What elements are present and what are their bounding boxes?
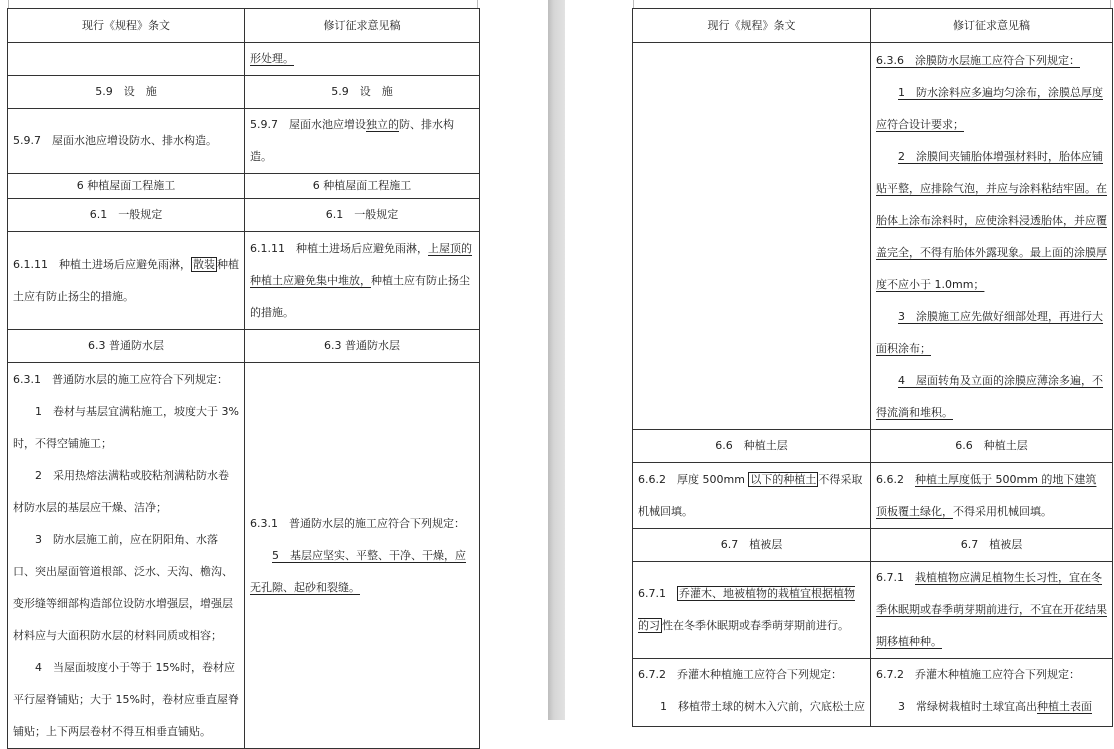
revised-underlined: 5 基层应坚实、平整、干净、干燥，应无孔隙、起砂和裂缝。 [250, 548, 466, 594]
revised-underlined: 栽植植物应满足植物生长习性，宜在冬季休眠期或春季萌芽期前进行， [876, 571, 1102, 616]
document-page-left [0, 0, 548, 738]
table-row [633, 463, 1113, 529]
section-heading: 6.1 一般规定 [8, 199, 245, 232]
comparison-table-right [632, 8, 1113, 727]
cell-revised: 5.9.7 屋面水池应增设独立的防、排水构造。 [245, 109, 480, 174]
table-row [8, 232, 480, 330]
table-row [8, 109, 480, 174]
section-heading: 6.3 普通防水层 [8, 330, 245, 363]
section-row [8, 330, 480, 363]
cell-revised: 6.7.2 乔灌木种植施工应符合下列规定： 3 常绿树栽植时土球宜高出种植土表面 [871, 659, 1113, 727]
document-page-right [565, 0, 1114, 720]
section-row [8, 199, 480, 232]
section-heading: 6.6 种植土层 [871, 430, 1113, 463]
table-row [633, 43, 1113, 430]
table-row [8, 363, 480, 749]
revised-underlined: 不宜在开花结果期移植种种。 [876, 603, 1107, 648]
section-heading: 6.6 种植土层 [633, 430, 871, 463]
section-heading: 5.9 设 施 [8, 76, 245, 109]
cell-current: 6.6.2 厚度 500mm 以下的种植土 不得采取机械回填。 [633, 463, 871, 529]
revised-underlined: 种植土厚度低于 500mm 的地下建筑顶板覆土绿化， [876, 472, 1097, 518]
revised-underlined: 独立的 [366, 118, 399, 131]
cell-revised: 6.1.11 种植土进场后应避免雨淋，上屋顶的种植土应避免集中堆放，种植土应有防止扬尘的措施。 [245, 232, 480, 330]
cell-current: 6.1.11 种植土进场后应避免雨淋， 散装 种植土应有防止扬尘的措施。 [8, 232, 245, 330]
revised-underlined: 种植土表面 [1037, 700, 1092, 713]
header-current-text: 现行《规程》条文 [633, 9, 871, 43]
cell-current: 5.9.7 屋面水池应增设防水、排水构造。 [8, 109, 245, 174]
page-top-edge [633, 0, 1111, 8]
cell-revised: 6.7.1 栽植植物应满足植物生长习性，宜在冬季休眠期或春季萌芽期前进行，不宜在开花结果期移植种种。 [871, 562, 1113, 659]
table-header-row [8, 9, 480, 43]
header-current-text: 现行《规程》条文 [8, 9, 245, 43]
section-row [633, 430, 1113, 463]
cell-revised: 6.6.2 种植土厚度低于 500mm 的地下建筑顶板覆土绿化，不得采用机械回填。 [871, 463, 1113, 529]
table-row [633, 659, 1113, 727]
table-header-row [633, 9, 1113, 43]
revised-underlined: 6.3.6 涂膜防水层施工应符合下列规定： [876, 54, 1080, 67]
cell-current: 6.7.2 乔灌木种植施工应符合下列规定： 1 移植带土球的树木入穴前，穴底松土应 [633, 659, 871, 727]
page-gutter [548, 0, 565, 720]
section-heading: 5.9 设 施 [245, 76, 480, 109]
revised-underlined: 形处理。 [250, 52, 294, 65]
header-revised-draft: 修订征求意见稿 [871, 9, 1113, 43]
section-heading: 6.3 普通防水层 [245, 330, 480, 363]
cell-revised: 6.3.1 普通防水层的施工应符合下列规定： 5 基层应坚实、平整、干净、干燥，应无孔隙、起砂和裂缝。 [245, 363, 480, 749]
section-heading: 6.7 植被层 [871, 529, 1113, 562]
table-row [8, 43, 480, 76]
section-heading: 6 种植屋面工程施工 [245, 174, 480, 199]
cell-revised: 6.3.6 涂膜防水层施工应符合下列规定： 1 防水涂料应多遍均匀涂布，涂膜总厚度应符合设计要求； 2 涂膜间夹铺胎体增强材料时，胎体应铺贴平整，应排除气泡，并应与涂料粘结牢固。在胎体上涂布涂料时，应使涂料浸透胎体，并应覆盖完全，不得有胎体外露现象。最上面的涂膜厚度不应小于 1.0mm； 3 涂膜施工应先做好细部处理，再进行大面积涂布； 4 屋面转角及立面的涂膜应薄涂多遍，不得流淌和堆积。 [871, 43, 1113, 430]
header-revised-draft: 修订征求意见稿 [245, 9, 480, 43]
page-top-edge [8, 0, 478, 8]
cell-empty [633, 43, 871, 430]
cell-empty [8, 43, 245, 76]
section-row [633, 529, 1113, 562]
boxed-text: 乔灌木、地被植物的栽植宜根据植物的习 [638, 587, 855, 632]
boxed-text: 以下的种植土 [750, 472, 817, 486]
cell-revised [245, 43, 480, 76]
revised-underlined: 上屋顶的种植土应避免集中堆放， [250, 241, 472, 287]
section-row [8, 76, 480, 109]
section-heading: 6.7 植被层 [633, 529, 871, 562]
cell-current: 6.3.1 普通防水层的施工应符合下列规定： 1 卷材与基层宜满粘施工，坡度大于 3%时，不得空铺施工； 2 采用热熔法满粘或胶粘剂满粘防水卷材防水层的基层应干燥、洁净； 3 防水层施工前，应在阴阳角、水落口、突出屋面管道根部、泛水、天沟、檐沟、变形缝等细部构造部位设防水增强层，增强层材料应与大面积防水层的材料同质或相容； 4 当屋面坡度小于等于 15%时，卷材应平行屋脊铺贴；大于 15%时，卷材应垂直屋脊铺贴；上下两层卷材不得互相垂直铺贴。 [8, 363, 245, 749]
comparison-table-left [7, 8, 480, 749]
table-row [633, 562, 1113, 659]
section-heading: 6.1 一般规定 [245, 199, 480, 232]
boxed-text: 散装 [193, 257, 215, 271]
cell-current: 6.7.1 乔灌木、地被植物的栽植宜根据植物的习 性在冬季休眠期或春季萌芽期前进行。 [633, 562, 871, 659]
section-heading: 6 种植屋面工程施工 [8, 174, 245, 199]
section-row [8, 174, 480, 199]
